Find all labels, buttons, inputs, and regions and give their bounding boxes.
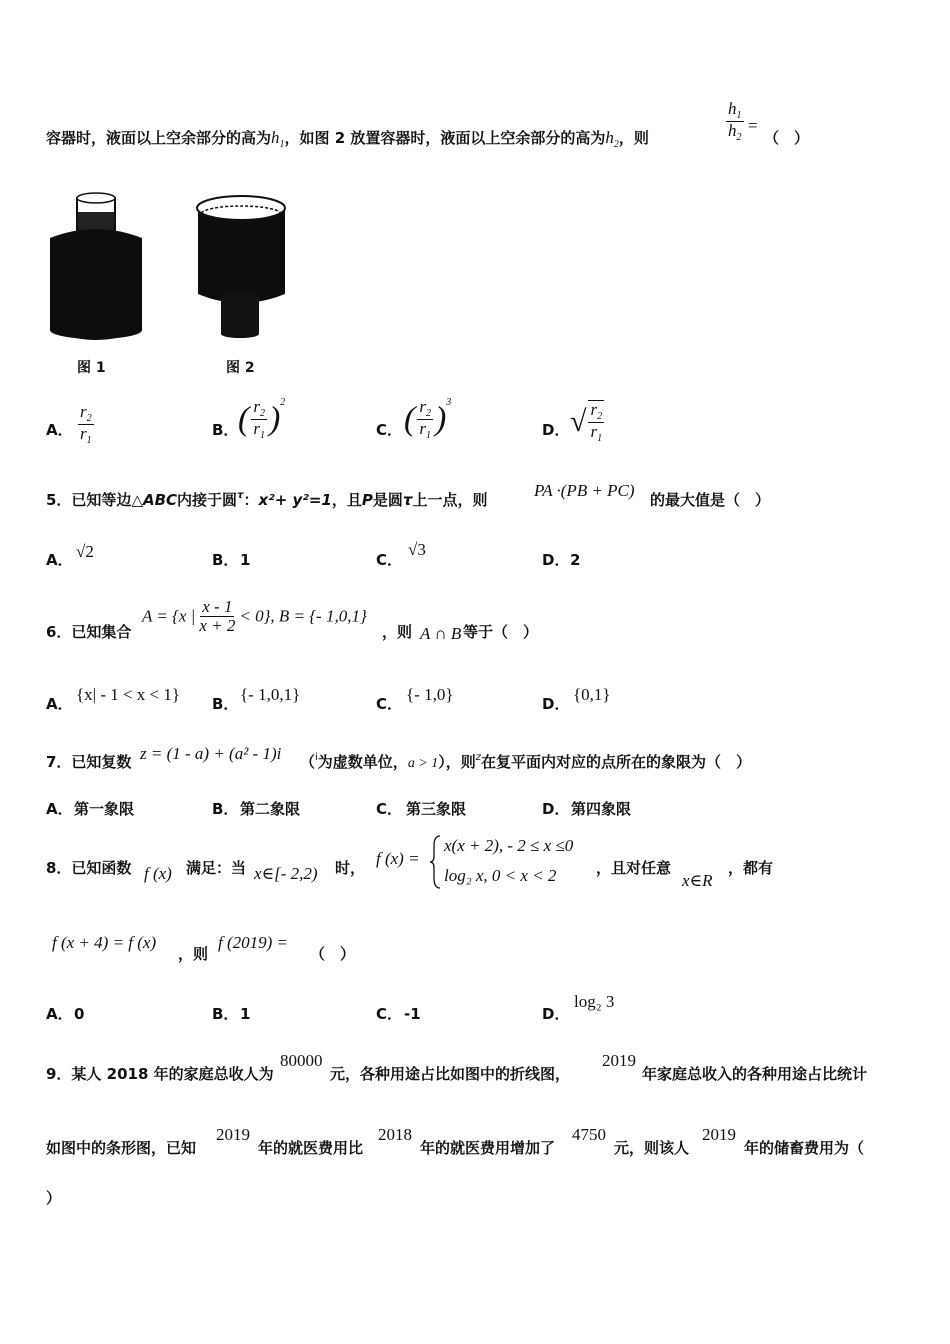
q6-intersection: A ∩ B: [420, 624, 462, 643]
q8-option-c-label: C．: [376, 1005, 403, 1023]
q9-text-c: 年家庭总收入的各种用途占比统计: [642, 1065, 868, 1083]
q7-option-c-label: C．: [376, 800, 403, 818]
q6-option-d-value: {0,1}: [573, 685, 611, 704]
q8-text-d: ，且对任意: [596, 859, 672, 877]
q8-blank: （ ）: [310, 945, 356, 963]
q9-income: 80000: [280, 1051, 323, 1070]
q9-text-h: 年的储畜费用为（: [744, 1139, 865, 1157]
q6-tail: 等于（ ）: [463, 623, 539, 641]
q7-option-c-value: 第三象限: [406, 800, 467, 818]
q6-option-d-label: D．: [542, 695, 570, 713]
q9-year-3: 2018: [378, 1125, 412, 1144]
q6-option-a-value: {x| - 1 < x < 1}: [76, 685, 181, 704]
q8-ask: f (2019) =: [218, 933, 289, 952]
q7-option-d-value: 第四象限: [571, 800, 632, 818]
q6-option-b-value: {- 1,0,1}: [240, 685, 301, 704]
q9-text-g: 元，则该人: [614, 1139, 690, 1157]
q5-tail: 的最大值是（ ）: [650, 491, 771, 509]
q8-option-a-value: 0: [74, 1005, 85, 1023]
q4-text-b: ，如图 2 放置容器时，液面以上空余部分的高为: [284, 129, 606, 147]
q5-option-a-label: A．: [46, 551, 73, 569]
q8-option-a-label: A．: [46, 1005, 73, 1023]
q6-set-expression: A = {x | $\frac{x - 1}{x + 2}$ < 0}, B = {- 1,0,1}: [142, 597, 367, 635]
q9-amount: 4750: [572, 1125, 606, 1144]
q8-piece-1: x(x + 2), - 2 ≤ x ≤0: [444, 836, 574, 855]
q4-option-b-value: ( $\frac{r_2}{r_1}$ )$^2$: [238, 397, 286, 441]
q4-text-a: 容器时，液面以上空余部分的高为: [46, 129, 272, 147]
q8-intro: 8．已知函数: [46, 859, 132, 877]
q9-text-b: 元，各种用途占比如图中的折线图，: [330, 1065, 571, 1083]
q6-option-a-label: A．: [46, 695, 73, 713]
q7-expression: z = (1 - a) + (a² - 1)i: [140, 744, 282, 763]
q8-piecewise-lhs: f (x) =: [376, 849, 420, 868]
q4-option-d-label: D．: [542, 421, 570, 439]
q7-option-d-label: D．: [542, 800, 570, 818]
q9-year-2: 2019: [216, 1125, 250, 1144]
q8-piecewise-brace: [430, 834, 442, 890]
q8-text-b: 满足：当: [186, 859, 247, 877]
q6-option-c-value: {- 1,0}: [406, 685, 454, 704]
q4-blank: （ ）: [764, 129, 810, 147]
q9-text-f: 年的就医费用增加了: [420, 1139, 556, 1157]
q5-line: 5．已知等边△ABC内接于圆$^\tau$：x²+ y²=1，且P是圆τ上一点，则: [46, 490, 488, 509]
q7-intro: 7．已知复数: [46, 753, 132, 771]
q4-option-b-label: B．: [212, 421, 239, 439]
q5-option-a-value: √2: [76, 542, 94, 561]
q8-text-c: 时，: [335, 859, 366, 877]
q8-text-e: ，都有: [728, 859, 774, 877]
q7-option-b-value: 第二象限: [240, 800, 301, 818]
q8-text-f: ，则: [178, 945, 209, 963]
q4-option-c-label: C．: [376, 421, 403, 439]
q5-expression: PA ·(PB + PC): [534, 481, 635, 500]
q9-year-1: 2019: [602, 1051, 636, 1070]
q5-option-b-label: B．: [212, 551, 239, 569]
q6-intro: 6．已知集合: [46, 623, 132, 641]
q5-option-d-value: 2: [570, 551, 581, 569]
q7-option-b-label: B．: [212, 800, 239, 818]
q9-text-d: 如图中的条形图，已知: [46, 1139, 197, 1157]
q4-line: [46, 128, 649, 151]
q7-option-a-value: 第一象限: [74, 800, 135, 818]
q8-periodicity: f (x + 4) = f (x): [52, 933, 157, 952]
q4-equals: =: [748, 116, 758, 135]
q8-option-c-value: -1: [404, 1005, 421, 1023]
q9-text-e: 年的就医费用比: [258, 1139, 364, 1157]
figure-2-label: 图 2: [226, 360, 255, 376]
q4-h2: $h_2$: [605, 128, 619, 150]
q6-option-c-label: C．: [376, 695, 403, 713]
q5-option-d-label: D．: [542, 551, 570, 569]
q9-text-a: 9．某人 2018 年的家庭总收人为: [46, 1065, 274, 1083]
q8-option-b-label: B．: [212, 1005, 239, 1023]
q4-option-a-label: A．: [46, 421, 73, 439]
q5-option-b-value: 1: [240, 551, 251, 569]
q4-option-c-value: ( $\frac{r_2}{r_1}$ )$^3$: [404, 397, 452, 441]
q9-year-4: 2019: [702, 1125, 736, 1144]
q4-ratio-fraction: $\frac{h_1}{h_2}$: [728, 99, 742, 143]
q8-x-in-r: x∈R: [682, 871, 713, 890]
q8-fx: f (x): [144, 864, 172, 883]
q5-option-c-value: √3: [408, 540, 426, 559]
q4-h1: $h_1$: [271, 128, 285, 150]
q6-then: ，则: [382, 623, 413, 641]
q4-option-a-value: $\frac{r_2}{r_1}$: [80, 402, 92, 446]
q5-option-c-label: C．: [376, 551, 403, 569]
q7-line-mid: （$^i$为虚数单位，a > 1），则$^z$在复平面内对应的点所在的象限为（ ）: [300, 752, 752, 771]
q8-option-d-value: log₂ 3: [574, 992, 615, 1011]
q4-text-c: ，则: [618, 129, 649, 147]
figure-1-label: 图 1: [77, 360, 106, 376]
q8-piece-2: log₂ x, 0 < x < 2: [444, 866, 557, 885]
q4-option-d-value: √ $\frac{r_2}{r_1}$: [570, 400, 603, 444]
q8-option-b-value: 1: [240, 1005, 251, 1023]
q8-domain: x∈[- 2,2): [254, 864, 318, 883]
q6-option-b-label: B．: [212, 695, 239, 713]
q8-option-d-label: D．: [542, 1005, 570, 1023]
q9-text-i: ）: [46, 1189, 62, 1207]
figure-2-container: [193, 190, 293, 350]
q7-option-a-label: A．: [46, 800, 73, 818]
figure-1-container: [42, 190, 152, 350]
